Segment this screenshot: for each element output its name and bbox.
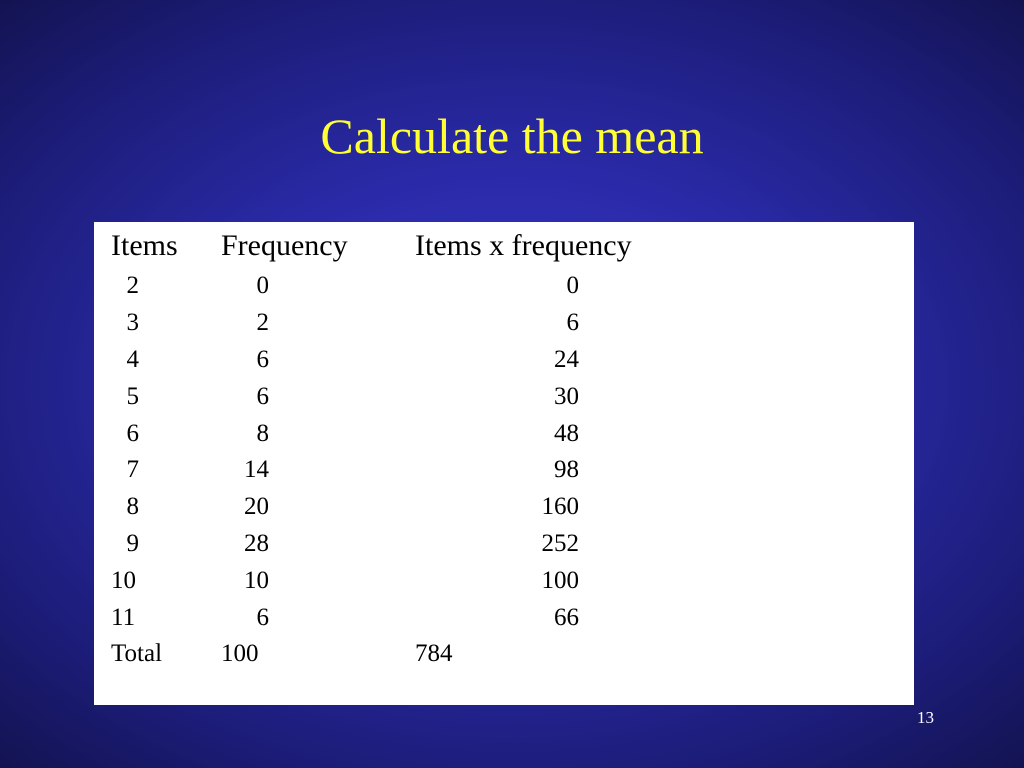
cell-total-frequency: 100 (221, 640, 259, 668)
cell-product: 24 (554, 345, 579, 373)
cell-frequency: 6 (256, 603, 269, 631)
cell-product: 100 (541, 566, 579, 594)
table-row (111, 452, 685, 489)
cell-product: 48 (554, 419, 579, 447)
cell-product: 66 (554, 603, 579, 631)
table-row (111, 415, 685, 452)
cell-frequency: 2 (256, 309, 269, 337)
cell-frequency: 6 (256, 345, 269, 373)
header-items: Items (111, 229, 178, 262)
cell-items: 5 (126, 382, 139, 410)
cell-total-label: Total (111, 640, 163, 668)
table-row (111, 526, 685, 563)
slide-number: 13 (917, 708, 934, 727)
cell-items: 9 (126, 529, 139, 557)
table-row (111, 378, 685, 415)
cell-product: 30 (554, 382, 579, 410)
header-frequency: Frequency (221, 229, 348, 262)
cell-product: 6 (566, 309, 579, 337)
cell-items: 7 (126, 456, 139, 484)
table-row (111, 599, 685, 636)
cell-frequency: 28 (244, 529, 269, 557)
cell-frequency: 6 (256, 382, 269, 410)
cell-frequency: 20 (244, 493, 269, 521)
cell-items: 2 (126, 272, 139, 300)
table-header-row (111, 224, 685, 268)
cell-items: 8 (126, 493, 139, 521)
table-row (111, 489, 685, 526)
table-row (111, 305, 685, 342)
header-items-x-frequency: Items x frequency (415, 229, 632, 262)
cell-items: 10 (111, 566, 136, 594)
cell-product: 0 (566, 272, 579, 300)
cell-frequency: 14 (244, 456, 269, 484)
cell-items: 3 (126, 309, 139, 337)
cell-items: 6 (126, 419, 139, 447)
table-panel (94, 222, 914, 705)
table-row (111, 562, 685, 599)
cell-frequency: 8 (256, 419, 269, 447)
cell-total-product: 784 (415, 640, 453, 668)
cell-product: 252 (541, 529, 579, 557)
cell-items: 4 (126, 345, 139, 373)
cell-frequency: 0 (256, 272, 269, 300)
cell-product: 160 (541, 493, 579, 521)
table-row (111, 268, 685, 305)
cell-frequency: 10 (244, 566, 269, 594)
cell-items: 11 (111, 603, 136, 631)
slide-title: Calculate the mean (320, 108, 704, 164)
cell-product: 98 (554, 456, 579, 484)
frequency-table (111, 224, 685, 673)
table-row (111, 342, 685, 379)
table-total-row (111, 636, 685, 673)
